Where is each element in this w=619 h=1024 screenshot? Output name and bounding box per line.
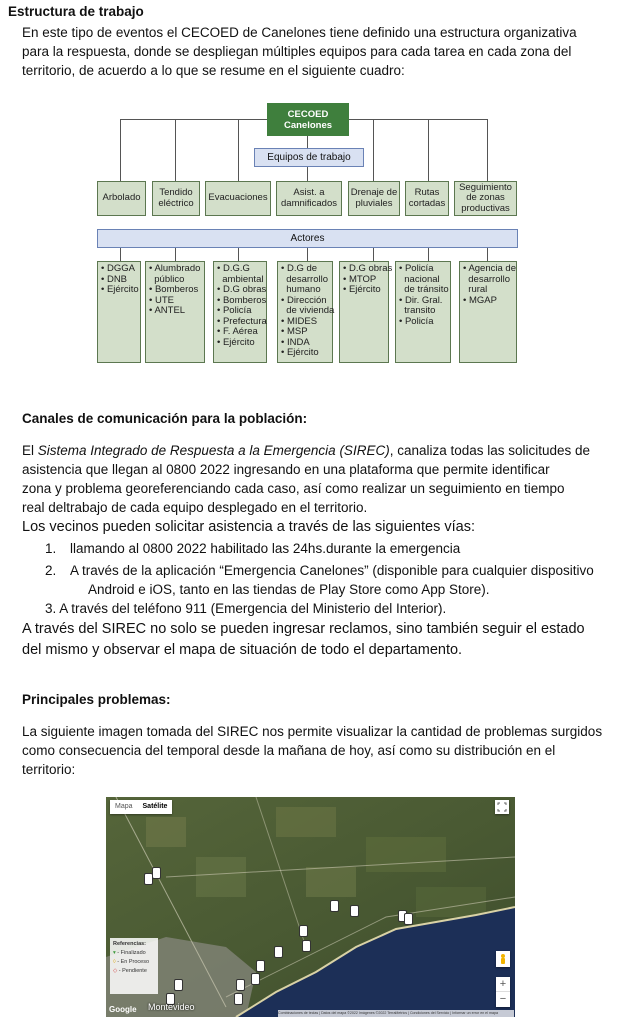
list-item: llamando al 0800 2022 habilitado las 24hs.durante la emergencia [70,541,461,556]
sirec-map[interactable] [106,797,515,1017]
cecoed-box [267,103,349,136]
legend-title: Referencias: [113,941,147,947]
equipos-box: Equipos de trabajo [254,148,364,167]
map-marker[interactable] [330,900,339,912]
paragraph-line: En este tipo de eventos el CECOED de Canelones tiene definido una estructura organizativa [22,25,577,40]
list-number: 2. [45,563,57,578]
category-box [152,181,200,216]
actor-item: • DNB [101,273,128,285]
actor-item: • ANTEL [149,305,186,316]
fullscreen-icon [495,800,509,814]
list-number: 1. [45,541,57,556]
category-label: eléctrico [158,197,194,209]
actor-item: • D.G obras [343,263,393,274]
map-footer[interactable]: Combinaciones de teclas | Datos del mapa ©2022 Imágenes ©2022 TerraMetrics | Condiciones del Servicio | Informar un error en el mapa [278,1010,514,1017]
map-marker[interactable] [350,905,359,917]
paragraph-line: zona y problema georeferenciando cada caso, así como realizar un seguimiento en tiempo [22,481,565,496]
zoom-out-button[interactable]: − [496,991,510,1006]
map-marker[interactable] [152,867,161,879]
map-marker[interactable] [251,973,260,985]
actor-list [277,261,333,363]
category-label: Seguimiento [459,181,512,193]
map-type-control [110,800,172,814]
section-heading-estructura: Estructura de trabajo [8,4,144,19]
actor-item: desarrollo [281,273,328,285]
actor-item: público [149,273,185,285]
actor-item: rural [463,284,488,295]
sirec-name: Sistema Integrado de Respuesta a la Emergencia (SIREC) [37,443,390,458]
actor-item: • Bomberos [149,284,199,295]
actor-item: • MSP [281,326,308,337]
actor-list [395,261,451,363]
actor-item: • F. Aérea [217,326,258,337]
map-marker[interactable] [299,925,308,937]
paragraph-line: real deltrabajo de cada equipo desplegado en el territorio. [22,500,368,515]
map-marker[interactable] [234,993,243,1005]
cecoed-label: CECOED [287,109,329,120]
map-marker[interactable] [256,960,265,972]
category-label: Arbolado [102,192,141,204]
actor-item: ambiental [217,273,264,285]
category-box [276,181,342,216]
actor-item: • Dir. Gral. [399,294,443,306]
zoom-control [496,977,510,1007]
street-view-button[interactable] [496,951,510,967]
actor-item: • Policía [399,315,434,327]
actor-list [213,261,267,363]
paragraph-line: El Sistema Integrado de Respuesta a la Emergencia (SIREC), canaliza todas las solicitudes de [22,443,591,458]
category-label: de zonas [466,192,505,204]
actores-bar: Actores [97,229,518,248]
pendiente-icon: ◇ [113,968,118,974]
map-marker[interactable] [174,979,183,991]
actor-item: • Alumbrado [149,263,201,274]
category-box [454,181,517,216]
actor-item: • D.G de [281,263,318,274]
paragraph-line: La siguiente imagen tomada del SIREC nos permite visualizar la cantidad de problemas surgidos [22,724,603,739]
map-marker[interactable] [236,979,245,991]
actor-item: • INDA [281,336,310,348]
paragraph-line: asistencia que llegan al 0800 2022 ingresando en una plataforma que permite identificar [22,462,550,477]
category-label: Tendido [159,187,193,198]
actor-item: • UTE [149,294,174,306]
map-marker[interactable] [302,940,311,952]
section-heading-canales: Canales de comunicación para la población: [22,411,308,426]
paragraph-line: como consecuencia del temporal desde la mañana de hoy, así como su distribución en el [22,743,556,758]
actor-item: • Agencia de [463,263,516,274]
map-marker[interactable] [274,946,283,958]
org-chart [97,103,519,365]
actor-item: de vivienda [281,305,335,316]
actor-list [145,261,205,363]
zoom-in-button[interactable]: + [499,978,507,990]
legend-item: ◊ - En Proceso [113,959,150,965]
actor-list [459,261,517,363]
actor-item: humano [281,284,321,295]
list-item: A través de la aplicación “Emergencia Canelones” (disponible para cualquier dispositivo [70,563,594,578]
paragraph-line: para la respuesta, donde se despliegan múltiples equipos para cada tarea en cada zona del [22,44,572,59]
fullscreen-button[interactable] [495,800,509,814]
actor-item: • MGAP [463,294,497,306]
category-label: pluviales [355,197,393,209]
category-box [205,181,271,216]
actor-item: nacional [399,273,440,285]
paragraph-line: territorio, de acuerdo a lo que se resume en el siguiente cuadro: [22,63,405,78]
category-label: damnificados [281,197,337,209]
actor-item: • Prefectura [217,315,267,327]
list-item: 3. A través del teléfono 911 (Emergencia del Ministerio del Interior). [45,601,447,616]
actor-item: • Policía [399,263,434,274]
cecoed-sublabel: Canelones [283,120,333,131]
map-marker[interactable] [404,913,413,925]
actor-item: • Ejército [101,284,139,295]
pegman-icon [496,951,510,967]
tab-mapa[interactable]: Mapa [115,803,133,810]
actor-item: • Ejército [281,347,319,358]
actor-item: • MIDES [281,315,318,327]
actor-item: • DGGA [101,263,135,274]
category-box [405,181,449,216]
google-logo: Google [109,1005,137,1014]
category-label: Rutas [414,187,440,198]
actor-item: transito [399,305,436,316]
tab-satelite[interactable]: Satélite [142,803,168,810]
paragraph-line: del mismo y observar el mapa de situación de todo el departamento. [22,642,463,658]
actor-list [97,261,141,363]
actor-item: • D.G obras [217,284,267,295]
list-item-cont: Android e iOS, tanto en las tiendas de Play Store como App Store). [88,582,490,597]
category-box [97,181,146,216]
actor-item: • Policía [217,305,252,316]
paragraph-line: territorio: [22,762,76,777]
paragraph-line: Los vecinos pueden solicitar asistencia a través de las siguientes vías: [22,519,475,535]
actor-item: • Bomberos [217,294,267,306]
category-label: cortadas [408,197,446,209]
actor-item: de tránsito [399,284,449,295]
satellite-image [106,797,515,1017]
actor-item: desarrollo [463,273,510,285]
category-box [348,181,400,216]
category-label: Asist. a [293,187,325,198]
legend-item: ▾ - Finalizado [113,950,146,956]
section-heading-problemas: Principales problemas: [22,692,171,707]
actor-list [339,261,393,363]
actor-item: • Dirección [281,294,327,306]
en-proceso-icon: ◊ [113,959,116,965]
category-label: productivas [461,202,510,214]
actor-item: • MTOP [343,273,377,285]
category-label: Evacuaciones [208,192,268,204]
actor-item: • Ejército [217,336,255,348]
category-label: Drenaje de [350,187,398,198]
actor-item: • Ejército [343,284,381,295]
actor-item: • D.G.G [217,263,250,274]
legend-item: ◇ - Pendiente [113,968,147,974]
finalizado-icon: ▾ [113,950,116,956]
paragraph-line: A través del SIREC no solo se pueden ingresar reclamos, sino también seguir el estado [22,621,585,637]
map-legend [110,938,158,994]
city-label: Montevideo [148,1002,195,1012]
